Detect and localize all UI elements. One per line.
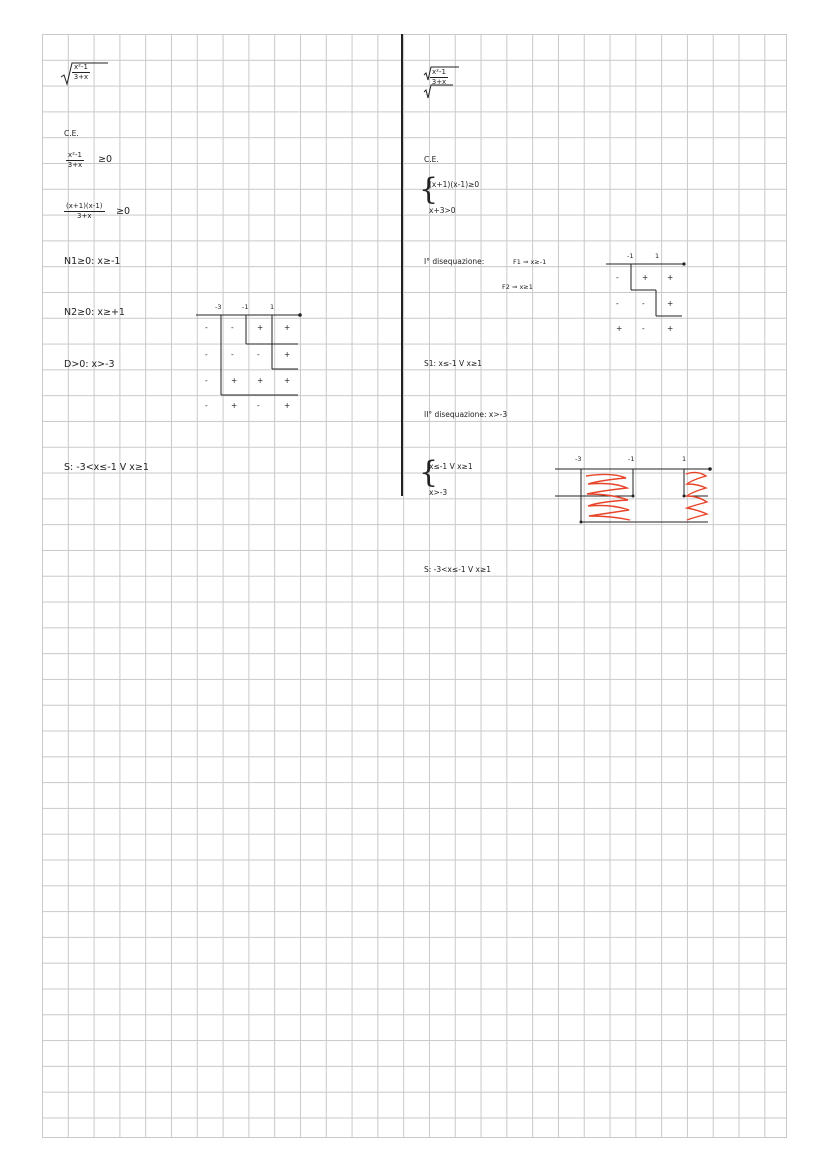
right-tick-1: -1 — [627, 252, 634, 260]
graph-tick-1: -3 — [575, 455, 582, 463]
right-tick-2: 1 — [655, 252, 660, 260]
right-f1: F1 ⇒ x≥-1 — [513, 258, 547, 266]
left-cell: - — [257, 350, 260, 359]
right-cell: + — [642, 273, 649, 282]
left-tick-2: -1 — [242, 303, 249, 311]
grid-paper — [42, 34, 787, 1138]
left-ce-label: C.E. — [64, 129, 79, 138]
right-sign-table-lines — [606, 252, 696, 335]
graph-tick-2: -1 — [628, 455, 635, 463]
right-cell: - — [616, 299, 619, 308]
left-frac1-denominator: 3+x — [67, 161, 83, 169]
left-expr-fraction — [72, 64, 90, 81]
shade-region-1 — [586, 474, 630, 520]
left-cell: - — [205, 350, 208, 359]
right-system-eq-1: (x+1)(x-1)≥0 — [429, 180, 480, 189]
left-cell: - — [231, 350, 234, 359]
right-system-brace-1: { — [419, 172, 439, 207]
left-frac2-relation: ≥0 — [116, 206, 131, 217]
right-expr-numerator: x²-1 — [432, 68, 446, 76]
left-tick-1: -3 — [215, 303, 222, 311]
right-system-eq-4: x>-3 — [429, 488, 448, 497]
right-expr-fraction — [430, 69, 448, 86]
left-n2: N2≥0: x≥+1 — [64, 307, 125, 318]
right-cell: + — [616, 324, 623, 333]
left-frac2-denominator: 3+x — [77, 212, 92, 220]
left-cell: + — [284, 401, 291, 410]
left-cell: - — [231, 323, 234, 332]
right-ce-label: C.E. — [424, 155, 439, 164]
right-cell: - — [616, 273, 619, 282]
left-cell: - — [257, 401, 260, 410]
left-cell: + — [257, 376, 264, 385]
right-second: II° disequazione: x>-3 — [424, 410, 508, 419]
right-cell: - — [642, 324, 645, 333]
right-system-brace-2: { — [419, 455, 439, 490]
left-fraction-1 — [66, 152, 84, 169]
left-cell: + — [231, 401, 238, 410]
left-cell: + — [257, 323, 264, 332]
left-cell: - — [205, 323, 208, 332]
right-cell: + — [667, 324, 674, 333]
left-cell: + — [284, 323, 291, 332]
left-n1: N1≥0: x≥-1 — [64, 256, 121, 267]
right-cell: + — [667, 299, 674, 308]
left-cell: + — [231, 376, 238, 385]
right-system-eq-3: x≤-1 V x≥1 — [429, 462, 473, 471]
right-system-graph-lines — [552, 455, 722, 528]
right-system-eq-2: x+3>0 — [429, 206, 456, 215]
right-cell: - — [642, 299, 645, 308]
left-tick-3: 1 — [270, 303, 275, 311]
right-expr-denominator: 3+x — [431, 78, 447, 86]
left-cell: - — [205, 376, 208, 385]
left-expr-numerator: x²-1 — [74, 63, 88, 71]
left-d: D>0: x>-3 — [64, 359, 115, 370]
left-frac2-numerator: (x+1)(x-1) — [66, 202, 103, 210]
right-s1: S1: x≤-1 V x≥1 — [424, 359, 483, 368]
column-divider — [401, 34, 403, 496]
graph-tick-3: 1 — [682, 455, 687, 463]
right-solution: S: -3<x≤-1 V x≥1 — [424, 565, 492, 574]
left-cell: + — [284, 350, 291, 359]
right-first-label: I° disequazione: — [424, 257, 485, 266]
left-frac1-relation: ≥0 — [98, 154, 113, 165]
right-f2: F2 ⇒ x≥1 — [502, 283, 533, 291]
left-cell: + — [284, 376, 291, 385]
left-frac1-numerator: x²-1 — [68, 151, 82, 159]
right-cell: + — [667, 273, 674, 282]
left-fraction-2 — [64, 203, 105, 220]
left-cell: - — [205, 401, 208, 410]
left-expr-denominator: 3+x — [73, 73, 89, 81]
left-solution: S: -3<x≤-1 V x≥1 — [64, 462, 149, 473]
